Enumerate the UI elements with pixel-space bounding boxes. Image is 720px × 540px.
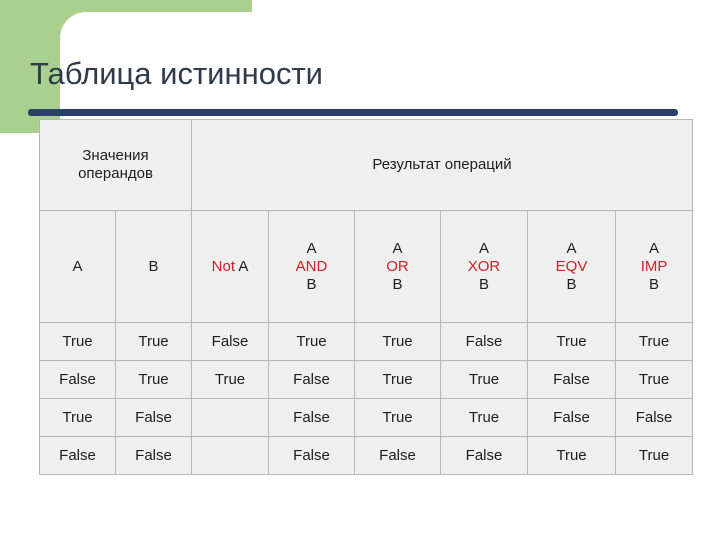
operand-label: B [566,275,577,293]
table-cell: True [441,399,528,437]
operand-label: A [238,257,249,275]
table-cell: False [441,323,528,361]
table-cell: True [116,361,192,399]
table-cell [192,399,269,437]
table-row [40,437,693,475]
table-cell: True [616,361,693,399]
operand-label: A [306,239,317,257]
operands-header: Значения операндов [40,120,192,211]
table-cell: True [528,437,616,475]
column-header-or [355,211,441,323]
table-cell: True [192,361,269,399]
operator-label: XOR [467,257,501,275]
table-cell: False [269,361,355,399]
table-cell: True [616,437,693,475]
table-cell: False [40,361,116,399]
table-row [40,323,693,361]
table-cell: False [269,399,355,437]
column-header-imp [616,211,693,323]
truth-table [39,119,693,475]
table-cell [192,437,269,475]
table-cell: True [616,323,693,361]
operand-label: A [392,239,403,257]
table-header-row-columns [40,211,693,323]
table-row [40,361,693,399]
column-header-b: B [116,211,192,323]
column-header-a: A [40,211,116,323]
operand-label: B [478,275,489,293]
table-cell: False [616,399,693,437]
table-cell: False [192,323,269,361]
table-cell: True [528,323,616,361]
operator-label: AND [295,257,328,275]
column-header-not-a [192,211,269,323]
operand-label: A [478,239,489,257]
slide-title: Таблица истинности [30,56,323,91]
table-cell: False [528,361,616,399]
table-cell: False [116,399,192,437]
results-header: Результат операций [192,120,693,211]
table-header-row-groups [40,120,693,211]
table-cell: False [40,437,116,475]
operator-label: EQV [555,257,588,275]
column-header-eqv [528,211,616,323]
column-header-xor [441,211,528,323]
table-cell: False [355,437,441,475]
operator-label: OR [386,257,409,275]
table-cell: False [116,437,192,475]
operator-label: Not [211,257,235,275]
table-cell: True [40,323,116,361]
table-cell: True [355,323,441,361]
operand-label: B [649,275,660,293]
title-underline [28,109,678,116]
operand-label: A [649,239,660,257]
operator-label: IMP [640,257,668,275]
table-row [40,399,693,437]
table-cell: True [355,399,441,437]
operand-label: A [566,239,577,257]
column-header-and [269,211,355,323]
table-cell: False [441,437,528,475]
table-cell: True [269,323,355,361]
table-cell: False [528,399,616,437]
table-cell: True [116,323,192,361]
table-cell: True [40,399,116,437]
table-cell: True [441,361,528,399]
table-cell: False [269,437,355,475]
operand-label: B [392,275,403,293]
table-cell: True [355,361,441,399]
operand-label: B [306,275,317,293]
